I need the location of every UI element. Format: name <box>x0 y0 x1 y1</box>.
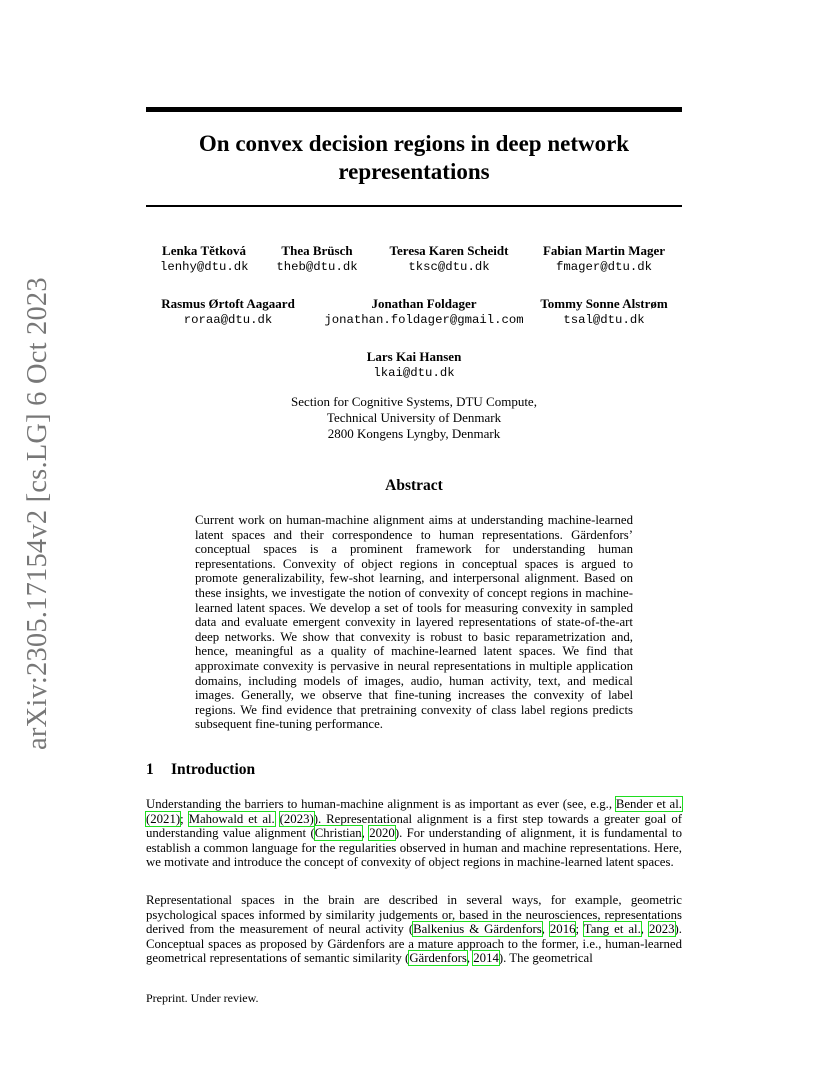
citation-link[interactable]: (2021) <box>146 811 181 826</box>
abstract-heading: Abstract <box>385 477 443 494</box>
page-footer: Preprint. Under review. <box>146 991 259 1005</box>
citation-link[interactable]: Christian <box>314 826 362 841</box>
abstract-text: Current work on human-machine alignment aims at understanding machine-learned latent spaces and their correspondence to human representations. Gärdenfors’ conceptual spaces is a prominent framework for understanding human representations. Convexity of object regions in conceptual spaces is argued to promote generalizability, few-shot learning, and interpersonal alignment. Based on these insights, we investigate the notion of convexity of concept regions in machine-learned latent spaces. We develop a set of tools for measuring convexity in sampled data and evaluate emergent convexity in layered representations of state-of-the-art deep networks. We show that convexity is robust to basic reparametrization and, hence, meaningful as a quality of machine-learned latent spaces. We find that approximate convexity is pervasive in neural representations in multiple application domains, including models of images, audio, human activity, text, and medical images. Generally, we observe that fine-tuning increases the convexity of label regions. We find evidence that pretraining convexity of class label regions predicts subsequent fine-tuning performance. <box>195 513 633 732</box>
intro-paragraph-2: Representational spaces in the brain are described in several ways, for example, geometric psychological spaces informed by similarity judgements or, based in the neurosciences, representations derived from the measurement of neural activity (Balkenius & Gärdenfors, 2016; Tang et al., 2023). Conceptual spaces as proposed by Gärdenfors are a mature approach to the former, i.e., human-learned geometrical representations of semantic similarity (Gärdenfors, 2014). The geometrical <box>146 893 683 966</box>
arxiv-identifier: arXiv:2305.17154v2 [cs.LG] 6 Oct 2023 <box>22 277 53 750</box>
author-block <box>324 296 524 328</box>
affiliation <box>146 394 682 442</box>
author-email[interactable]: tksc@dtu.dk <box>408 260 490 274</box>
author-block <box>276 243 358 275</box>
author-email[interactable]: roraa@dtu.dk <box>183 313 273 327</box>
author-name: Teresa Karen Scheidt <box>389 243 509 258</box>
title-top-rule <box>146 107 682 112</box>
author-email[interactable]: theb@dtu.dk <box>276 260 358 274</box>
author-email[interactable]: lkai@dtu.dk <box>373 366 455 380</box>
author-block <box>384 243 514 275</box>
citation-link[interactable]: Mahowald et al. <box>188 811 275 826</box>
author-name: Fabian Martin Mager <box>542 243 666 258</box>
author-email[interactable]: lenhy@dtu.dk <box>160 260 249 274</box>
citation-link[interactable]: Gärdenfors <box>409 951 467 966</box>
author-block <box>538 243 670 275</box>
citation-link[interactable]: 2016 <box>549 922 576 937</box>
citation-link[interactable]: Balkenius & Gärdenfors <box>413 922 542 937</box>
citation-link[interactable]: Tang et al. <box>583 922 641 937</box>
section-heading <box>146 761 255 779</box>
author-block <box>534 296 674 328</box>
author-block <box>354 349 474 381</box>
author-name: Thea Brüsch <box>281 243 353 258</box>
author-name: Tommy Sonne Alstrøm <box>540 296 668 311</box>
affiliation-line: Technical University of Denmark <box>326 410 502 425</box>
affiliation-line: 2800 Kongens Lyngby, Denmark <box>327 426 501 441</box>
citation-link[interactable]: Bender et al. <box>615 797 682 811</box>
paper-title: On convex decision regions in deep network representations <box>198 131 630 184</box>
title-bottom-rule <box>146 205 682 207</box>
author-block <box>160 243 248 275</box>
author-name: Lars Kai Hansen <box>366 349 462 364</box>
author-name: Lenka Tětková <box>162 243 246 258</box>
section-title: Introduction <box>171 761 256 778</box>
author-block <box>156 296 300 328</box>
author-name: Jonathan Foldager <box>371 296 477 311</box>
author-email[interactable]: fmager@dtu.dk <box>556 260 652 274</box>
author-name: Rasmus Ørtoft Aagaard <box>161 296 295 311</box>
author-email[interactable]: jonathan.foldager@gmail.com <box>324 313 524 327</box>
citation-link[interactable]: (2023) <box>279 811 314 826</box>
citation-link[interactable]: 2023 <box>648 922 675 937</box>
author-email[interactable]: tsal@dtu.dk <box>563 313 645 327</box>
citation-link[interactable]: 2014 <box>473 951 499 966</box>
citation-link[interactable]: 2020 <box>369 826 395 841</box>
intro-paragraph-1: Understanding the barriers to human-machine alignment is as important as ever (see, e.g., Bender et al. (2021); Mahowald et al. (2023)). Representational alignment is a first step towards a greater goal of understanding value alignment (Christian, 2020). For understanding of alignment, it is fundamental to establish a common language for the regularities observed in human and machine representations. Here, we motivate and introduce the concept of convexity of object regions in machine-learned latent spaces. <box>146 797 682 870</box>
affiliation-line: Section for Cognitive Systems, DTU Compute, <box>291 394 537 409</box>
section-number: 1 <box>146 761 154 778</box>
